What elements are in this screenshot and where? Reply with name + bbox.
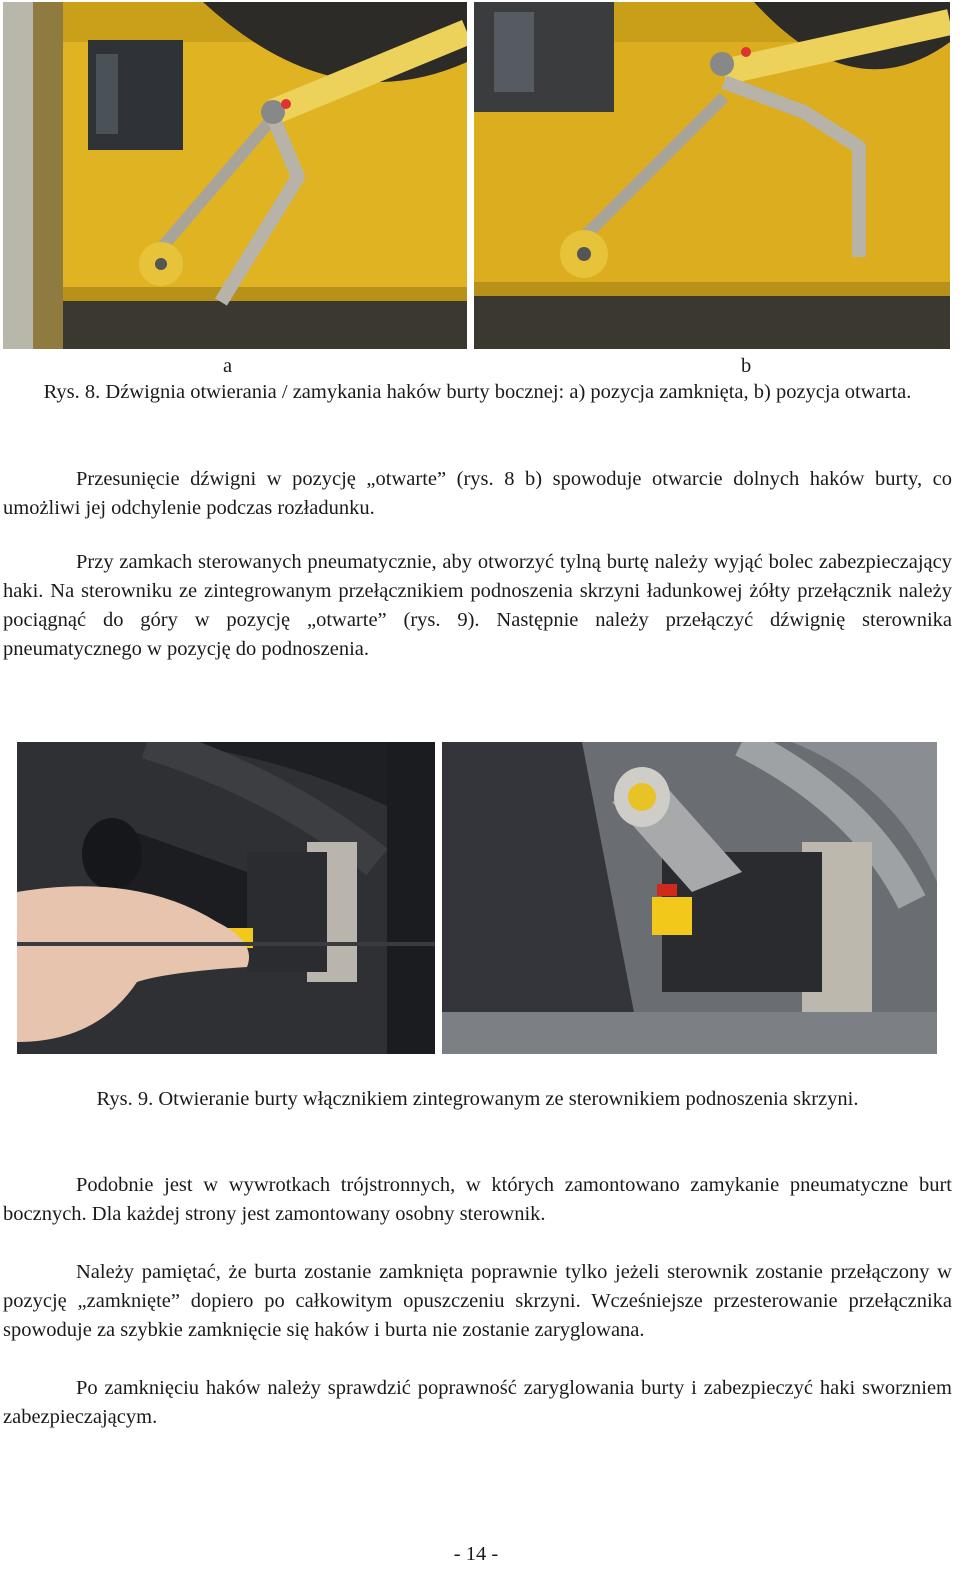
figure-8a-photo [3,2,467,349]
paragraph-pneumatic-locks: Przy zamkach sterowanych pneumatycznie, aby otworzyć tylną burtę należy wyjąć bolec zabezpieczający haki. Na sterowniku ze zintegrowanym przełącznikiem podnoszenia skrzyni ładunkowej żółty przełącznik należy pociągnąć do góry w pozycję „otwarte” (rys. 9). Następnie należy przełączyć dźwignię sterownika pneumatycznego w pozycję do podnoszenia. [3,551,952,660]
figure-8a-label: a [223,355,233,377]
figure-9a-photo [17,742,435,1054]
figure-9b-photo [442,742,937,1054]
paragraph-verify-lock: Po zamknięciu haków należy sprawdzić poprawność zaryglowania burty i zabezpieczyć haki sworzniem zabezpieczającym. [3,1377,952,1428]
figure-8b-photo [474,2,950,349]
paragraph-lever-open: Przesunięcie dźwigni w pozycję „otwarte” (rys. 8 b) spowoduje otwarcie dolnych haków burty, co umożliwi jej odchylenie podczas rozładunku. [3,468,952,519]
paragraph-three-way-tippers: Podobnie jest w wywrotkach trójstronnych, w których zamontowano zamykanie pneumatyczne burt bocznych. Dla każdej strony jest zamontowany osobny sterownik. [3,1174,952,1225]
page-number: - 14 - [453,1543,499,1565]
figure-8-caption: Rys. 8. Dźwignia otwierania / zamykania haków burty bocznej: a) pozycja zamknięta, b) pozycja otwarta. [43,381,912,403]
figure-8b-label: b [741,355,752,377]
paragraph-closing-warning: Należy pamiętać, że burta zostanie zamknięta poprawnie tylko jeżeli sterownik zostanie przełączony w pozycję „zamknięte” dopiero po całkowitym opuszczeniu skrzyni. Wcześniejsze przesterowanie przełącznika spowoduje za szybkie zamknięcie się haków i burta nie zostanie zaryglowana. [3,1261,952,1341]
figure-9-caption: Rys. 9. Otwieranie burty włącznikiem zintegrowanym ze sterownikiem podnoszenia skrzyni. [96,1088,859,1110]
